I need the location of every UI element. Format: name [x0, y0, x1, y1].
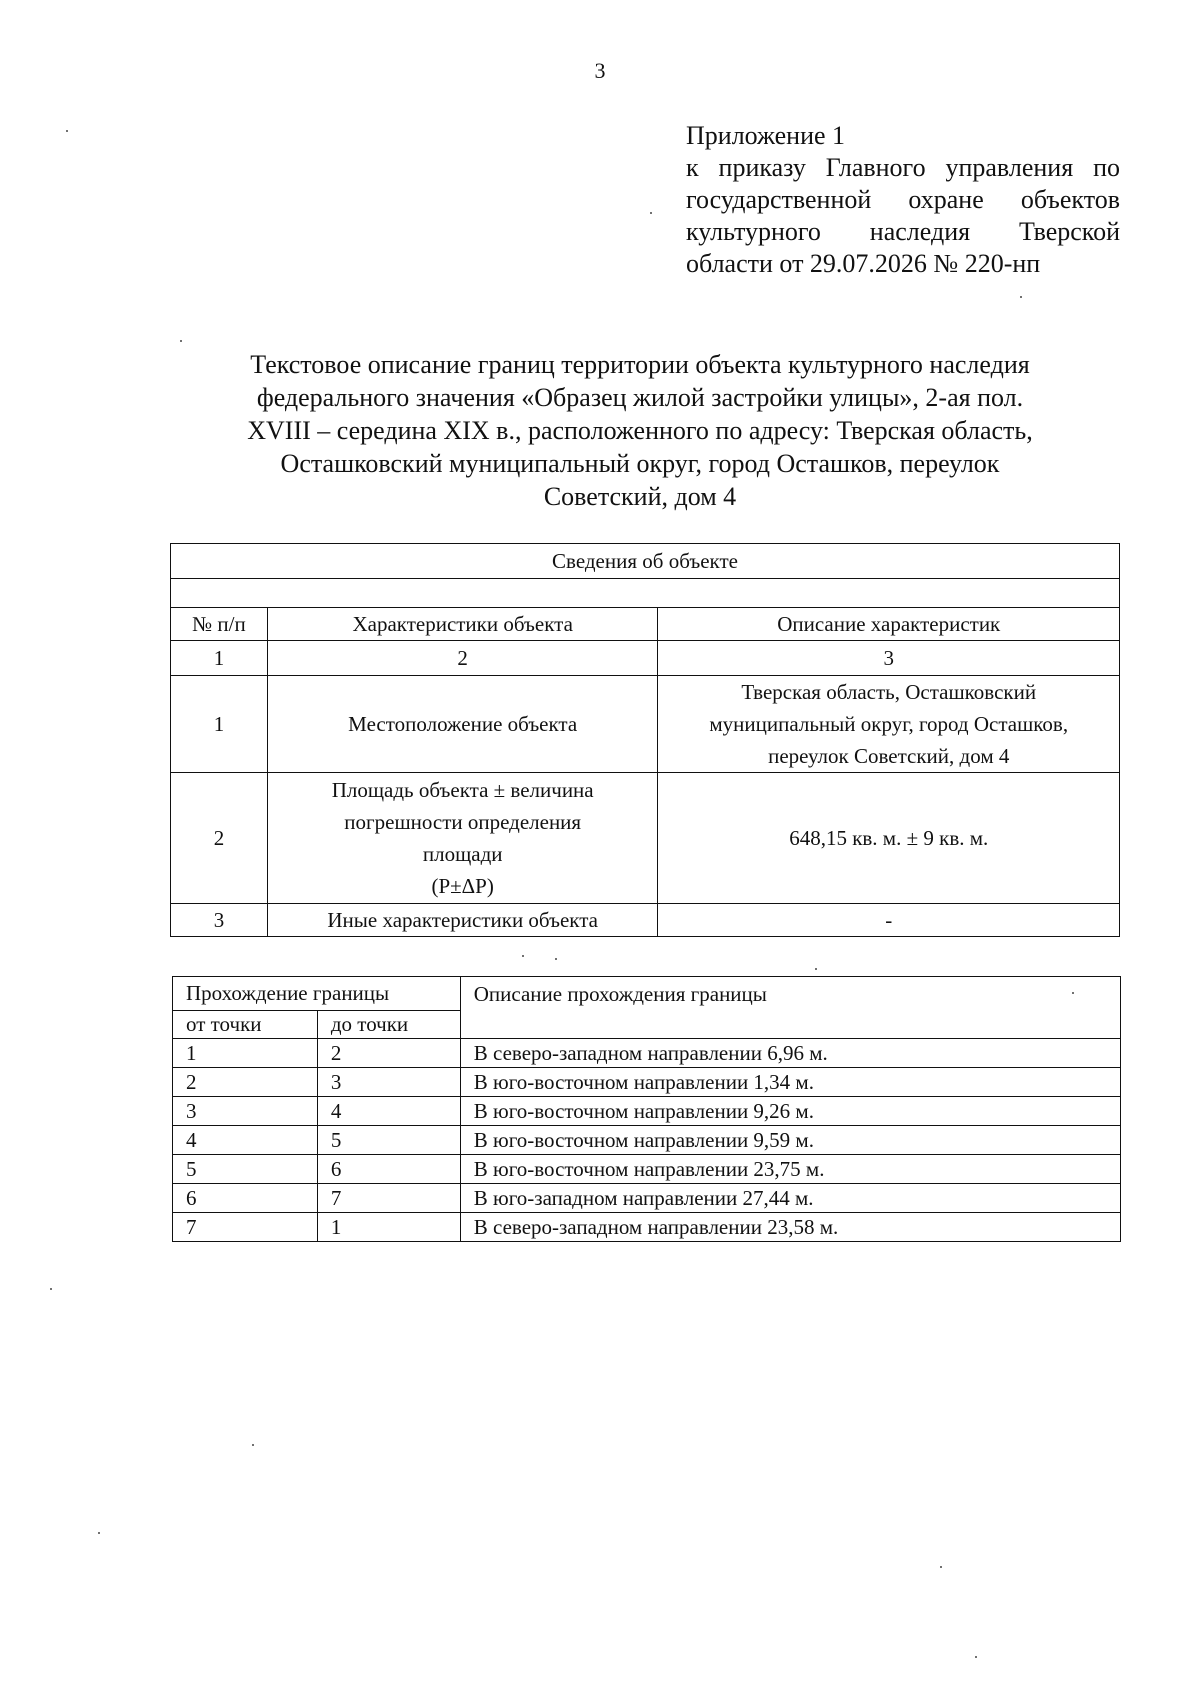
to-point: 2: [317, 1039, 460, 1068]
appendix-line: Приложение 1: [686, 121, 846, 150]
object-info-table: [170, 543, 1120, 937]
table-row: [173, 1213, 1121, 1242]
cell-line: 648,15 кв. м. ± 9 кв. м.: [789, 826, 989, 850]
title-line: Текстовое описание границ территории объекта культурного наследия: [250, 350, 1030, 379]
boundary-description: В северо-западном направлении 6,96 м.: [460, 1039, 1120, 1068]
cell-line: муниципальный округ, город Осташков,: [709, 712, 1069, 736]
description-cell: [658, 904, 1120, 937]
cell-line: площади: [422, 842, 503, 866]
scan-speck: [522, 955, 524, 957]
row-number: 1: [171, 676, 268, 773]
cell-line: Местоположение объекта: [348, 712, 578, 736]
boundary-group-header: Прохождение границы: [173, 977, 461, 1011]
column-header: Характеристики объекта: [267, 608, 658, 641]
from-point: 2: [173, 1068, 318, 1097]
scan-speck: [555, 958, 557, 960]
from-point: 7: [173, 1213, 318, 1242]
scan-speck: [1020, 296, 1022, 298]
page-number: 3: [594, 58, 606, 83]
column-number: 3: [658, 641, 1120, 676]
scan-speck: [940, 1566, 942, 1568]
scan-speck: [50, 1288, 52, 1290]
to-point: 7: [317, 1184, 460, 1213]
cell-line: Площадь объекта ± величина: [331, 778, 594, 802]
cell-line: переулок Советский, дом 4: [768, 744, 1010, 768]
characteristic-cell: [267, 773, 658, 904]
from-point: 3: [173, 1097, 318, 1126]
appendix-line: государственной охране объектов: [686, 185, 1120, 214]
appendix-block: [686, 120, 1120, 280]
table-caption: Сведения об объекте: [171, 544, 1120, 579]
to-point: 5: [317, 1126, 460, 1155]
appendix-line: культурного наследия Тверской: [686, 217, 1120, 246]
table-row: [173, 1184, 1121, 1213]
boundary-table: [172, 976, 1121, 1242]
table-row: [173, 1039, 1121, 1068]
from-point: 1: [173, 1039, 318, 1068]
appendix-line: области от 29.07.2026 № 220-нп: [686, 249, 1041, 278]
cell-line: погрешности определения: [344, 810, 582, 834]
table-row: [173, 1155, 1121, 1184]
scan-speck: [650, 212, 652, 214]
scan-speck: [98, 1532, 100, 1534]
cell-line: (P±ΔP): [431, 874, 494, 898]
scan-speck: [815, 968, 817, 970]
boundary-description: В юго-восточном направлении 1,34 м.: [460, 1068, 1120, 1097]
row-number: 2: [171, 773, 268, 904]
title-line: XVIII – середина XIX в., расположенного по адресу: Тверская область,: [247, 416, 1033, 445]
cell-line: Иные характеристики объекта: [327, 908, 598, 932]
cell-line: -: [885, 908, 893, 932]
to-point: 3: [317, 1068, 460, 1097]
boundary-description: В юго-восточном направлении 9,26 м.: [460, 1097, 1120, 1126]
boundary-description: В юго-восточном направлении 9,59 м.: [460, 1126, 1120, 1155]
column-header: Описание характеристик: [658, 608, 1120, 641]
table-row: [173, 1068, 1121, 1097]
table-row: [173, 1097, 1121, 1126]
from-point: 5: [173, 1155, 318, 1184]
to-point: 1: [317, 1213, 460, 1242]
from-point: 4: [173, 1126, 318, 1155]
appendix-line: к приказу Главного управления по: [686, 153, 1120, 182]
table-row: [173, 1126, 1121, 1155]
column-header: № п/п: [171, 608, 268, 641]
cell-line: Тверская область, Осташковский: [741, 680, 1037, 704]
from-point-header: от точки: [173, 1011, 318, 1039]
characteristic-cell: [267, 676, 658, 773]
boundary-description: В юго-западном направлении 27,44 м.: [460, 1184, 1120, 1213]
to-point: 6: [317, 1155, 460, 1184]
scan-speck: [252, 1444, 254, 1446]
title-line: Советский, дом 4: [543, 482, 737, 511]
boundary-description: В юго-восточном направлении 23,75 м.: [460, 1155, 1120, 1184]
document-title: [160, 348, 1120, 513]
row-number: 3: [171, 904, 268, 937]
scan-speck: [1072, 992, 1074, 994]
scan-speck: [66, 130, 68, 132]
to-point-header: до точки: [317, 1011, 460, 1039]
boundary-description-header: Описание прохождения границы: [460, 977, 1120, 1039]
title-line: Осташковский муниципальный округ, город Осташков, переулок: [280, 449, 1000, 478]
column-number: 1: [171, 641, 268, 676]
scan-speck: [180, 340, 182, 342]
characteristic-cell: [267, 904, 658, 937]
title-line: федерального значения «Образец жилой застройки улицы», 2-ая пол.: [256, 383, 1024, 412]
description-cell: [658, 773, 1120, 904]
from-point: 6: [173, 1184, 318, 1213]
boundary-description: В северо-западном направлении 23,58 м.: [460, 1213, 1120, 1242]
column-number: 2: [267, 641, 658, 676]
to-point: 4: [317, 1097, 460, 1126]
description-cell: [658, 676, 1120, 773]
scan-speck: [975, 1656, 977, 1658]
table-spacer-row: [171, 579, 1120, 608]
